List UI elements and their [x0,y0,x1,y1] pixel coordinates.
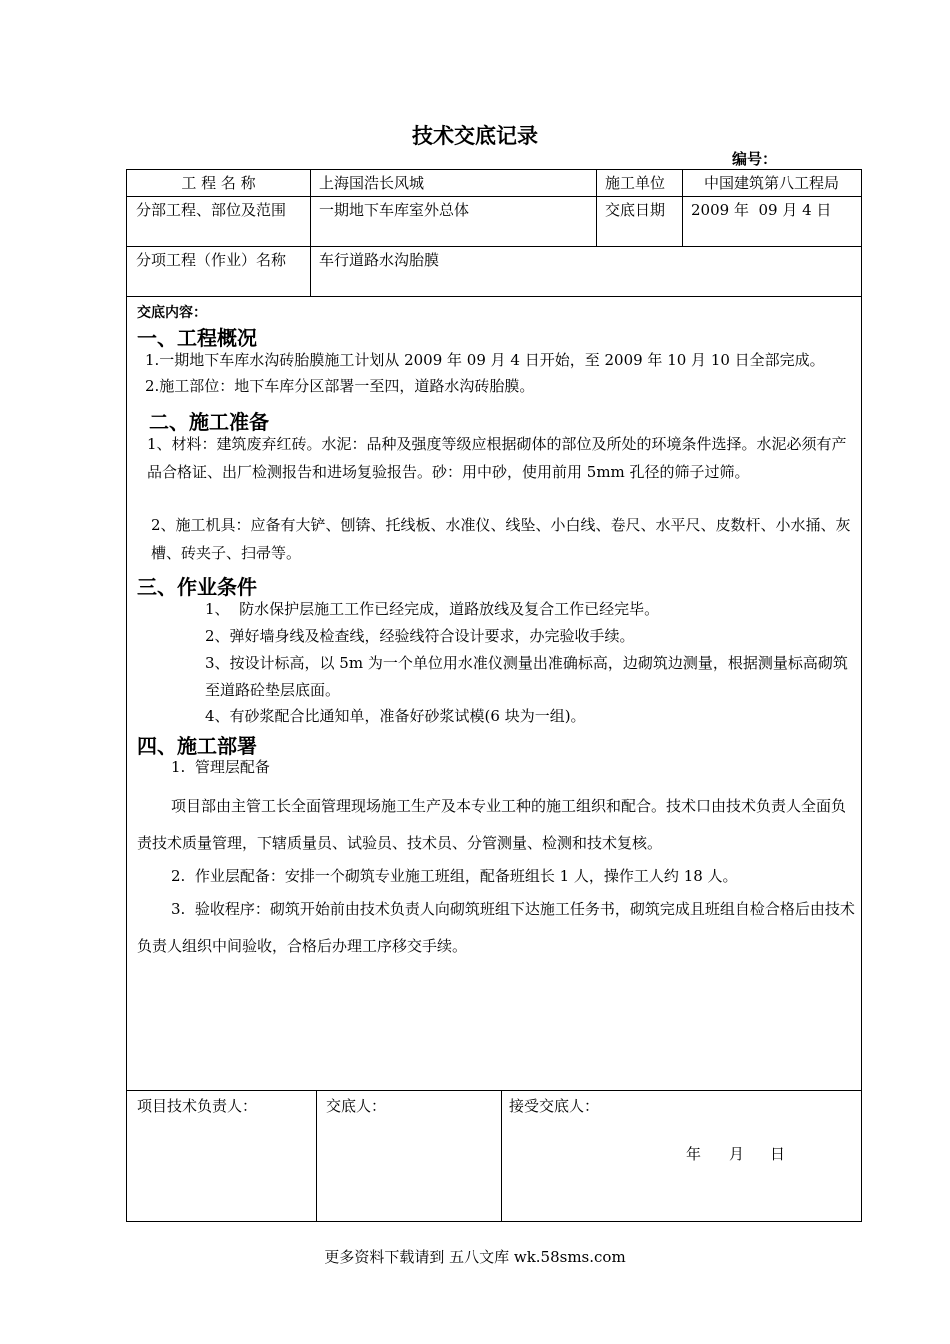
division-label: 分部工程、部位及范围 [136,201,287,219]
date-label: 交底日期 [605,201,666,219]
signature-date-day: 日 [770,1145,786,1163]
column-divider [310,170,311,296]
section-4-paragraph: 2. 作业层配备：安排一个砌筑专业施工班组，配备班组长 1 人，操作工人约 18 人。 [171,867,738,885]
row-divider [127,196,861,197]
row-divider [127,1090,861,1091]
column-divider [596,170,597,246]
tech-lead-signature-label: 项目技术负责人： [137,1097,258,1115]
division-value: 一期地下车库室外总体 [319,201,470,219]
section-4-paragraph: 3. 验收程序：砌筑开始前由技术负责人向砌筑班组下达施工任务书，砌筑完成且班组自检合格后由技术负责人组织中间验收，合格后办理工序移交手续。 [137,900,855,955]
signature-date-year: 年 [686,1145,702,1163]
column-divider [316,1090,317,1221]
section-3-paragraph: 1、 防水保护层施工工作已经完成，道路放线及复合工作已经完毕。 [205,600,660,618]
section-2-paragraph: 2、施工机具：应备有大铲、刨锛、托线板、水准仪、线坠、小白线、卷尺、水平尺、皮数杆、小水捅、灰槽、砖夹子、扫帚等。 [151,516,851,562]
section-4-paragraph: 1. 管理层配备 [171,758,270,776]
column-divider [501,1090,502,1221]
serial-number-label: 编号： [732,150,778,168]
section-3-paragraph: 2、弹好墙身线及检查线，经验线符合设计要求，办完验收手续。 [205,627,635,645]
section-4-paragraph: 项目部由主管工长全面管理现场施工生产及本专业工种的施工组织和配合。技术口由技术负责人全面负责技术质量管理，下辖质量员、试验员、技术员、分管测量、检测和技术复核。 [137,797,847,852]
section-3-paragraph: 4、有砂浆配合比通知单，准备好砂浆试模(6 块为一组)。 [205,707,586,725]
subitem-label: 分项工程（作业）名称 [136,251,287,269]
section-4-heading: 四、施工部署 [137,734,257,758]
section-3-heading: 三、作业条件 [137,575,257,599]
section-2-paragraph: 1、材料：建筑废弃红砖。水泥：品种及强度等级应根据砌体的部位及所处的环境条件选择。水泥必须有产品合格证、出厂检测报告和进场复验报告。砂：用中砂，使用前用 5mm 孔径的筛子过筛。 [147,435,847,481]
section-1-heading: 一、工程概况 [137,326,257,350]
footer-text: 更多资料下载请到 五八文库 wk.58sms.com [324,1248,626,1266]
date-value: 2009 年 09 月 4 日 [691,201,832,219]
section-3-paragraph: 3、按设计标高，以 5m 为一个单位用水准仪测量出准确标高，边砌筑边测量，根据测量标高砌筑至道路砼垫层底面。 [205,654,848,699]
subitem-value: 车行道路水沟胎膜 [319,251,440,269]
record-table [126,169,862,1222]
project-name-value: 上海国浩长风城 [319,174,425,192]
document-title: 技术交底记录 [412,124,538,148]
row-divider [127,246,861,247]
section-2-heading: 二、施工准备 [149,410,269,434]
project-name-label: 工 程 名 称 [181,174,256,192]
row-divider [127,296,861,297]
section-1-paragraph: 2.施工部位：地下车库分区部署一至四，道路水沟砖胎膜。 [145,377,535,395]
presenter-signature-label: 交底人： [326,1097,387,1115]
receiver-signature-label: 接受交底人： [509,1097,600,1115]
content-label: 交底内容： [137,305,207,321]
signature-date-month: 月 [729,1145,745,1163]
construction-unit-label: 施工单位 [605,174,666,192]
construction-unit-value: 中国建筑第八工程局 [703,174,839,192]
section-1-paragraph: 1.一期地下车库水沟砖胎膜施工计划从 2009 年 09 月 4 日开始，至 2009 年 10 月 10 日全部完成。 [145,351,825,369]
